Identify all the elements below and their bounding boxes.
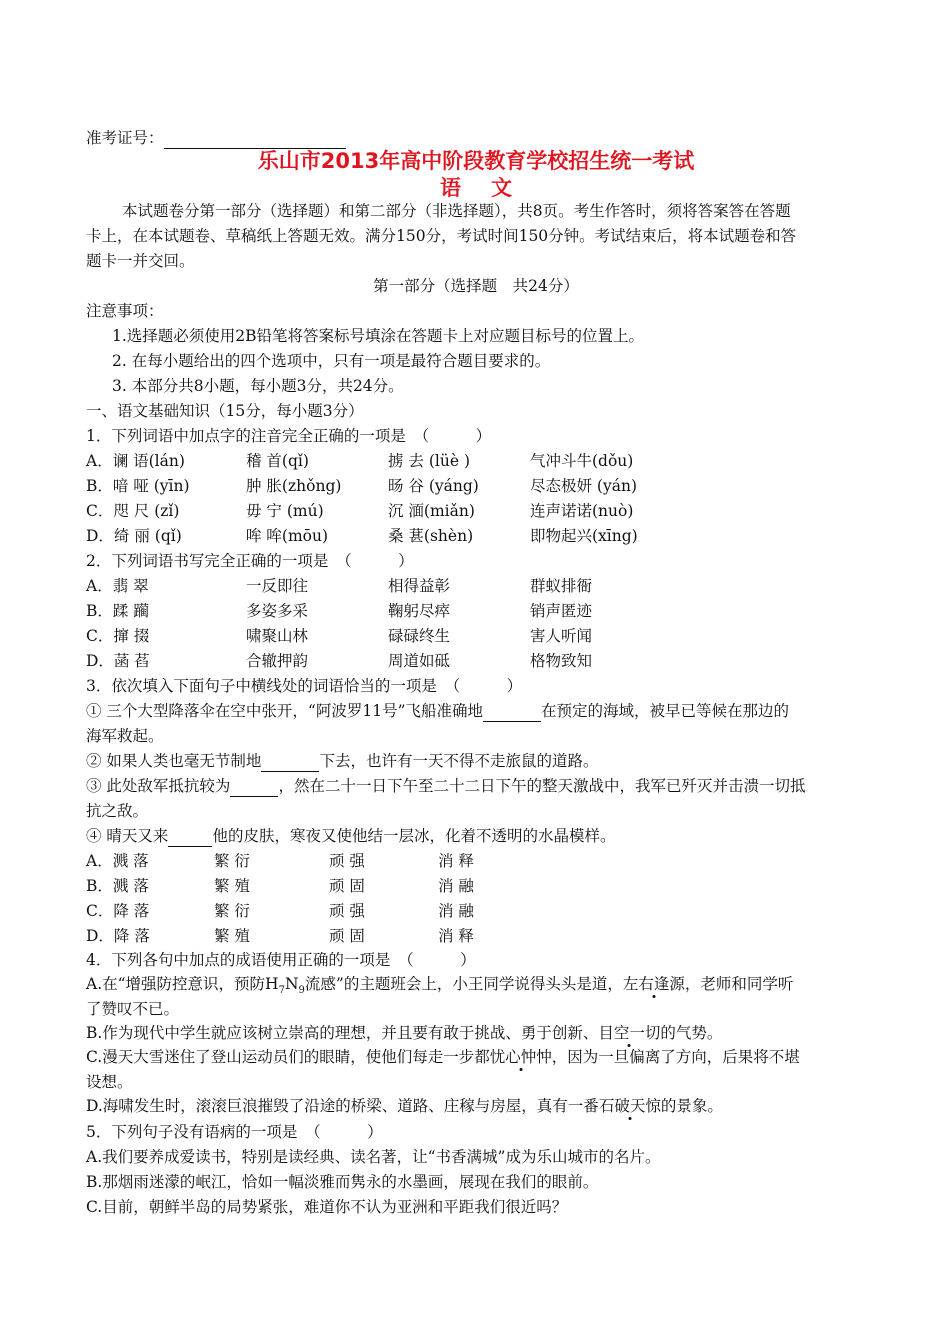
q1-option-d-2: 哞 哞(mōu) <box>246 527 329 545</box>
q3-option-d-4: 消 释 <box>438 927 474 945</box>
q1-option-a-2: 稽 首(qǐ) <box>246 452 309 470</box>
q3-option-d-3: 顽 固 <box>329 927 365 945</box>
intro-paragraph <box>86 199 866 274</box>
q4-option-a-cont: 了赞叹不已。 <box>86 1000 180 1018</box>
q4-idiom-b: 目空一切 <box>598 1024 661 1042</box>
q3-option-b-1: B．溅 落 <box>86 877 149 895</box>
q2-option-a-1: A．翡 翠 <box>86 577 149 595</box>
q5-option-b: B.那烟雨迷濛的岷江，恰如一幅淡雅而隽永的水墨画，展现在我们的眼前。 <box>86 1173 599 1191</box>
note-2: 2. 在每小题给出的四个选项中，只有一项是最符合题目要求的。 <box>112 352 551 370</box>
q2-option-c-4: 害人听闻 <box>530 627 593 645</box>
q3-sentence-2: ② 如果人类也毫无节制地 下去，也许有一天不得不走旅鼠的道路。 <box>86 752 599 770</box>
q2-option-b-2: 多姿多采 <box>246 602 309 620</box>
q3-option-b-2: 繁 殖 <box>214 877 250 895</box>
q3-option-c-1: C．降 落 <box>86 902 150 920</box>
q4-idiom-c: 忧心忡忡 <box>489 1048 552 1066</box>
subject-title: 语文 <box>440 176 542 200</box>
note-3: 3. 本部分共8小题，每小题3分，共24分。 <box>112 377 404 395</box>
q4-option-b: B.作为现代中学生就应该树立崇高的理想，并且要有敢于挑战、勇于创新、目空一切的气势。 <box>86 1024 723 1042</box>
q1-option-c-2: 毋 宁 (mú) <box>246 502 324 520</box>
q1-option-b-1: B．喑 哑 (yīn) <box>86 477 190 495</box>
q4-idiom-a: 左右逢源 <box>622 975 685 993</box>
q2-option-a-4: 群蚁排衙 <box>530 577 593 595</box>
q4-option-c-cont: 设想。 <box>86 1073 133 1091</box>
q2-option-d-4: 格物致知 <box>530 652 593 670</box>
q5-stem: 5．下列句子没有语病的一项是 （ ） <box>86 1123 383 1141</box>
q5-option-c: C.目前，朝鲜半岛的局势紧张，难道你不认为亚洲和平距我们很近吗？ <box>86 1198 568 1216</box>
section-heading: 一、语文基础知识（15分，每小题3分） <box>86 402 364 420</box>
q3-blank-2 <box>261 753 319 772</box>
q2-option-a-2: 一反即往 <box>246 577 309 595</box>
q1-stem: 1．下列词语中加点字的注音完全正确的一项是 （ ） <box>86 427 492 445</box>
q3-blank-4 <box>168 828 212 847</box>
intro-line-1: 本试题卷分第一部分（选择题）和第二部分（非选择题），共8页。考生作答时，须将答案答在答题 <box>122 202 791 220</box>
q1-option-a-1: A．谰 语(lán) <box>86 452 185 470</box>
q2-option-c-1: C．撺 掇 <box>86 627 150 645</box>
q1-option-a-4: 气冲斗牛(dǒu) <box>530 452 634 470</box>
q2-option-b-4: 销声匿迹 <box>530 602 593 620</box>
q3-option-c-4: 消 融 <box>438 902 474 920</box>
q1-option-b-2: 肿 胀(zhǒng) <box>246 477 342 495</box>
q3-sentence-3: ③ 此处敌军抵抗较为 ，然在二十一日下午至二十二日下午的整天激战中，我军已歼灭并击溃一切抵 <box>86 777 806 795</box>
q4-option-c: C.漫天大雪迷住了登山运动员们的眼睛，使他们每走一步都忧心忡忡，因为一旦偏离了方向，后果将不堪 <box>86 1048 800 1066</box>
q1-option-c-1: C．咫 尺 (zǐ) <box>86 502 180 520</box>
q3-option-c-3: 顽 强 <box>329 902 365 920</box>
q2-option-c-3: 碌碌终生 <box>388 627 451 645</box>
q3-option-a-1: A．溅 落 <box>86 852 149 870</box>
q3-option-b-4: 消 融 <box>438 877 474 895</box>
intro-line-3: 题卡一并交回。 <box>86 252 195 270</box>
q3-sentence-1: ① 三个大型降落伞在空中张开，“阿波罗11号”飞船准确地 在预定的海域，被早已等候在那边的 <box>86 702 790 720</box>
q3-option-a-3: 顽 强 <box>329 852 365 870</box>
q3-option-b-3: 顽 固 <box>329 877 365 895</box>
notes-heading: 注意事项： <box>86 302 164 320</box>
q4-idiom-d: 石破天惊 <box>598 1097 661 1115</box>
q2-option-c-2: 啸聚山林 <box>246 627 309 645</box>
q3-option-d-2: 繁 殖 <box>214 927 250 945</box>
q1-option-c-3: 沉 湎(miǎn) <box>388 502 475 520</box>
q2-option-d-1: D．菡 萏 <box>86 652 150 670</box>
q3-sentence-3-cont: 抗之敌。 <box>86 802 149 820</box>
q1-option-d-4: 即物起兴(xīng) <box>530 527 638 545</box>
q5-option-a: A.我们要养成爱读书，特别是读经典、读名著，让“书香满城”成为乐山城市的名片。 <box>86 1148 661 1166</box>
q1-option-c-4: 连声诺诺(nuò) <box>530 502 634 520</box>
q4-option-a: A.在“增强防控意识，预防$H_7N_9$流感”的主题班会上，小王同学说得头头是道，左右逢源，老师和同学听 <box>86 975 794 997</box>
q3-option-d-1: D．降 落 <box>86 927 150 945</box>
q1-option-d-1: D．绮 丽 (qǐ) <box>86 527 182 545</box>
q1-option-b-3: 旸 谷 (yáng) <box>388 477 479 495</box>
q3-blank-1 <box>483 703 541 722</box>
q3-sentence-4: ④ 晴天又来 他的皮肤，寒夜又使他结一层冰，化着不透明的水晶模样。 <box>86 827 616 845</box>
q2-option-b-3: 鞠躬尽瘁 <box>388 602 451 620</box>
q2-stem: 2．下列词语书写完全正确的一项是 （ ） <box>86 552 414 570</box>
q3-sentence-1-cont: 海军救起。 <box>86 727 164 745</box>
q2-option-a-3: 相得益彰 <box>388 577 451 595</box>
q3-option-c-2: 繁 衍 <box>214 902 250 920</box>
note-1: 1.选择题必须使用2B铅笔将答案标号填涂在答题卡上对应题目标号的位置上。 <box>112 327 645 345</box>
part1-heading: 第一部分（选择题 共24分） <box>373 277 579 295</box>
q3-option-a-4: 消 释 <box>438 852 474 870</box>
q1-option-a-3: 掳 去 (lüè ) <box>388 452 470 470</box>
ticket-label: 准考证号： <box>86 129 164 147</box>
q4-stem: 4．下列各句中加点的成语使用正确的一项是 （ ） <box>86 951 476 969</box>
q4-option-d: D.海啸发生时，滚滚巨浪摧毁了沿途的桥梁、道路、庄稼与房屋，真有一番石破天惊的景象。 <box>86 1097 723 1115</box>
q3-option-a-2: 繁 衍 <box>214 852 250 870</box>
intro-line-2: 卡上，在本试题卷、草稿纸上答题无效。满分150分，考试时间150分钟。考试结束后，将本试题卷和答 <box>86 227 797 245</box>
q1-option-d-3: 桑 葚(shèn) <box>388 527 474 545</box>
q3-stem: 3．依次填入下面句子中横线处的词语恰当的一项是 （ ） <box>86 677 523 695</box>
q2-option-d-3: 周道如砥 <box>388 652 451 670</box>
q2-option-d-2: 合辙押韵 <box>246 652 309 670</box>
q1-option-b-4: 尽态极妍 (yán) <box>530 477 638 495</box>
q2-option-b-1: B．蹂 躏 <box>86 602 149 620</box>
exam-title: 乐山市2013年高中阶段教育学校招生统一考试 <box>257 149 695 173</box>
q3-blank-3 <box>230 778 278 797</box>
